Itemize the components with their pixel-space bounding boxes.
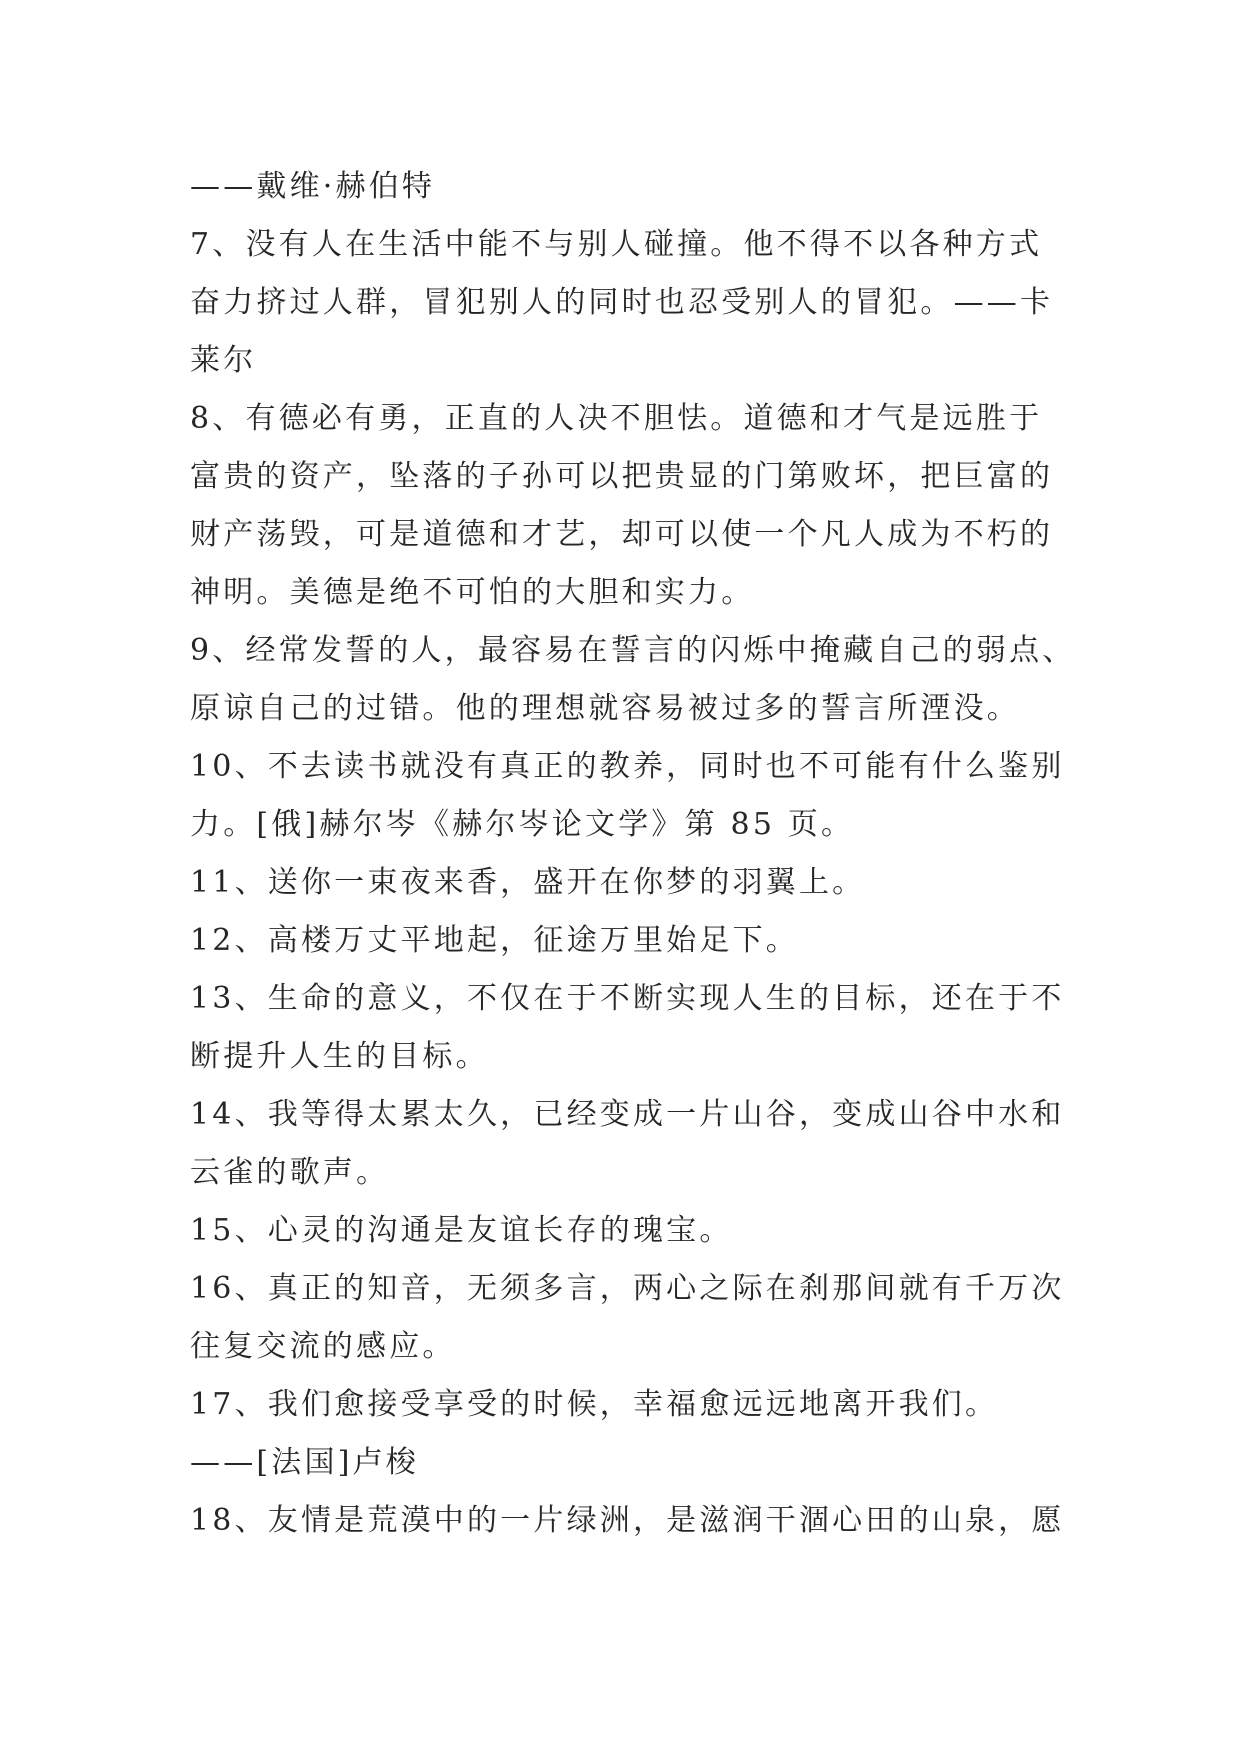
- text-line: 13、生命的意义，不仅在于不断实现人生的目标，还在于不: [190, 981, 1065, 1016]
- text-line: 神明。美德是绝不可怕的大胆和实力。: [190, 575, 755, 610]
- text-line: 云雀的歌声。: [190, 1155, 390, 1190]
- text-line: ——戴维·赫伯特: [190, 169, 436, 204]
- text-line: 15、心灵的沟通是友谊长存的瑰宝。: [190, 1213, 733, 1248]
- text-line: 力。[俄]赫尔岑《赫尔岑论文学》第 85 页。: [190, 807, 855, 842]
- text-line: 莱尔: [190, 343, 257, 378]
- text-line: 17、我们愈接受享受的时候，幸福愈远远地离开我们。: [190, 1387, 999, 1422]
- text-line: ——[法国]卢梭: [190, 1445, 420, 1480]
- text-line: 11、送你一束夜来香，盛开在你梦的羽翼上。: [190, 865, 866, 900]
- text-line: 16、真正的知音，无须多言，两心之际在刹那间就有千万次: [190, 1271, 1065, 1306]
- text-line: 18、友情是荒漠中的一片绿洲，是滋润干涸心田的山泉，愿: [190, 1503, 1065, 1538]
- document-body: [190, 158, 1076, 1550]
- text-line: 原谅自己的过错。他的理想就容易被过多的誓言所湮没。: [190, 691, 1020, 726]
- text-line: 奋力挤过人群，冒犯别人的同时也忍受别人的冒犯。——卡: [190, 285, 1054, 320]
- text-line: 8、有德必有勇，正直的人决不胆怯。道德和才气是远胜于: [190, 401, 1043, 436]
- text-line: 财产荡毁，可是道德和才艺，却可以使一个凡人成为不朽的: [190, 517, 1054, 552]
- text-line: 12、高楼万丈平地起，征途万里始足下。: [190, 923, 799, 958]
- text-line: 9、经常发誓的人，最容易在誓言的闪烁中掩藏自己的弱点、: [190, 633, 1076, 668]
- text-line: 7、没有人在生活中能不与别人碰撞。他不得不以各种方式: [190, 227, 1043, 262]
- text-line: 10、不去读书就没有真正的教养，同时也不可能有什么鉴别: [190, 749, 1065, 784]
- text-line: 往复交流的感应。: [190, 1329, 456, 1364]
- text-line: 富贵的资产，坠落的子孙可以把贵显的门第败坏，把巨富的: [190, 459, 1054, 494]
- text-line: 断提升人生的目标。: [190, 1039, 489, 1074]
- text-line: 14、我等得太累太久，已经变成一片山谷，变成山谷中水和: [190, 1097, 1065, 1132]
